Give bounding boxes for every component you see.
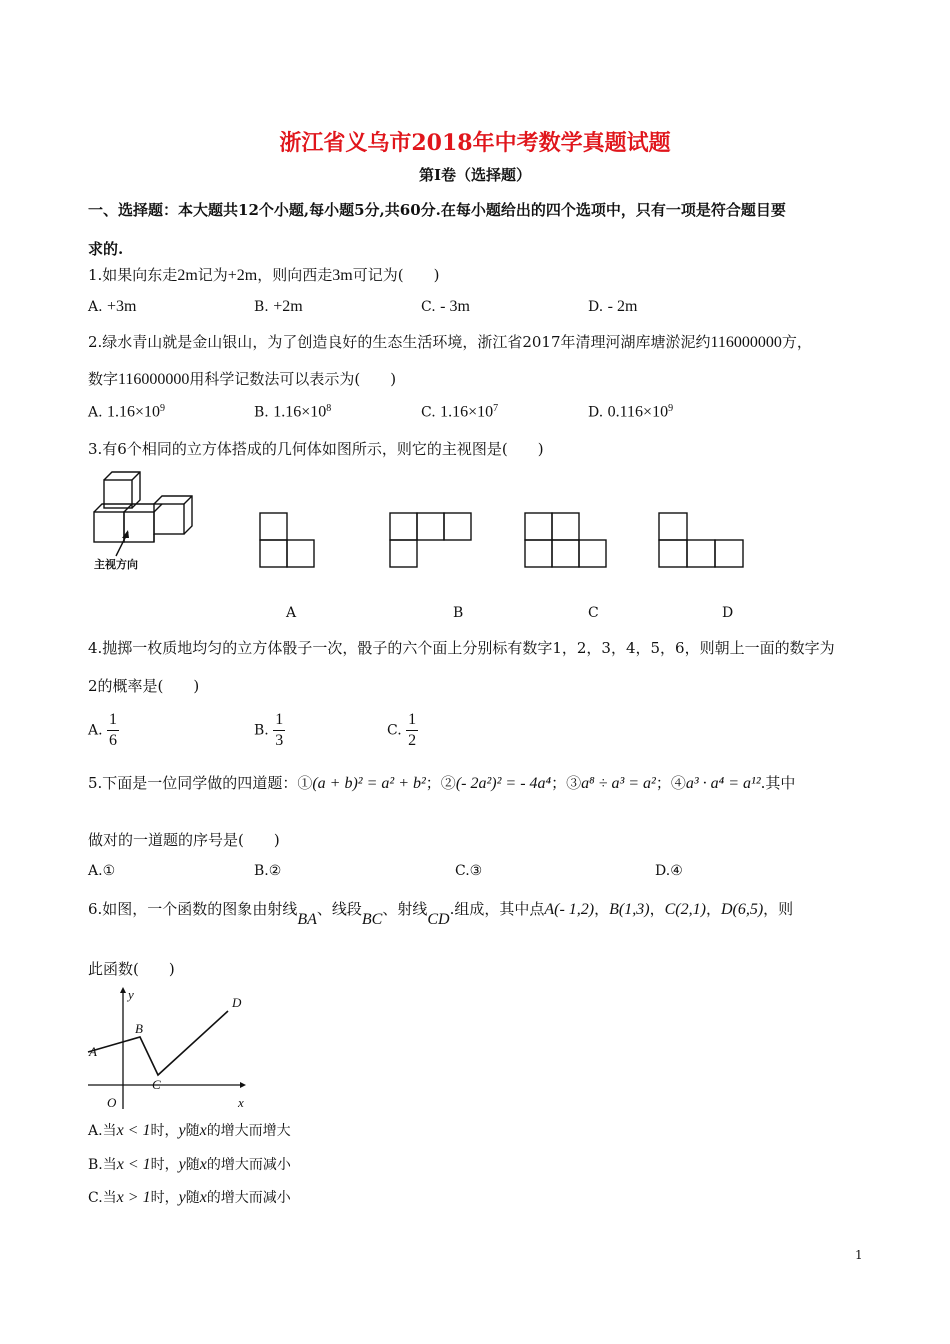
- question-5-line2: 做对的一道题的序号是( ): [88, 831, 280, 849]
- q6-ray-ba: BA: [297, 911, 317, 928]
- question-1: [88, 264, 439, 285]
- q5-expression-2: (- 2a²)² = - 4a⁴: [455, 775, 552, 792]
- q5-option-a[interactable]: A.①: [88, 863, 116, 879]
- q6-point-a: A(- 1,2): [544, 901, 595, 918]
- point-c-label: C: [152, 1077, 161, 1092]
- q6-option-b[interactable]: B.当x < 1时，y随x的增大而减小: [88, 1156, 291, 1173]
- q6-point-b: B(1,3): [609, 901, 650, 918]
- q3-option-c-figure[interactable]: [524, 512, 608, 568]
- q1-value-2: +2m: [227, 267, 258, 284]
- x-axis-arrow: [240, 1082, 246, 1088]
- page-title: 浙江省义乌市2018年中考数学真题试题: [279, 130, 671, 156]
- x-axis-label: x: [238, 1095, 244, 1110]
- q3-option-label-b: B: [453, 605, 464, 621]
- q3-option-label-d: D: [722, 605, 734, 621]
- q1-value-1: 2m: [177, 267, 198, 284]
- page-subtitle: 第Ⅰ卷（选择题）: [418, 166, 532, 184]
- q4-option-c[interactable]: C. $\frac{1}{2}$: [387, 711, 417, 749]
- y-axis-label: y: [128, 987, 134, 1002]
- q3-option-a-figure[interactable]: [259, 512, 317, 568]
- question-5-line1: 5.下面是一位同学做的四道题：①(a + b)² = a² + b²；②(- 2a²)² = - 4a⁴；③a⁸ ÷ a³ = a²；④a³ · a⁴ = a¹².其中: [88, 774, 796, 792]
- q1-text-post: 可记为( ): [352, 266, 440, 284]
- q2-option-d[interactable]: D. $0.116\times 10^9$: [588, 403, 674, 421]
- q1-option-d[interactable]: D. - 2m: [588, 298, 638, 315]
- q2-text-pre: 2.绿水青山就是金山银山，为了创造良好的生态生活环境，浙江省2017年清理河湖库塘淤泥约: [88, 333, 711, 351]
- q1-text-mid2: ，则向西走: [257, 266, 333, 284]
- section-header-line2: 求的.: [88, 240, 124, 258]
- question-6-line2: 此函数( ): [88, 960, 175, 978]
- q5-option-b[interactable]: B.②: [254, 863, 282, 879]
- q3-figure-caption: 主视方向: [94, 558, 138, 571]
- q3-option-label-c: C: [588, 605, 599, 621]
- question-3: 3.有6个相同的立方体搭成的几何体如图所示，则它的主视图是( ): [88, 440, 544, 458]
- point-a-label: A: [89, 1044, 97, 1059]
- q2-option-c[interactable]: C. $1.16\times 10^7$: [421, 403, 499, 421]
- q3-option-label-a: A: [286, 605, 297, 621]
- q2-number-2: 116000000: [118, 371, 190, 388]
- q2-option-a[interactable]: A. $1.16\times 10^9$: [88, 403, 166, 421]
- q6-segment-bc: BC: [361, 911, 383, 928]
- q1-value-3: 3m: [332, 267, 353, 284]
- q5-expression-4: a³ · a⁴ = a¹²: [685, 775, 761, 792]
- q5-option-d[interactable]: D.④: [655, 863, 683, 879]
- q2-text-post: 方，: [781, 333, 812, 351]
- question-4-line2: 2的概率是( ): [88, 677, 200, 695]
- q6-option-c[interactable]: C.当x > 1时，y随x的增大而减小: [88, 1189, 291, 1206]
- q6-option-a[interactable]: A.当x < 1时，y随x的增大而增大: [88, 1122, 291, 1139]
- q5-option-c[interactable]: C.③: [455, 863, 483, 879]
- point-d-label: D: [232, 995, 242, 1010]
- origin-label: O: [107, 1095, 117, 1110]
- q1-text-mid1: 记为: [197, 266, 228, 284]
- page-number: 1: [855, 1248, 863, 1262]
- q3-option-d-figure[interactable]: [658, 512, 744, 568]
- y-axis-arrow: [120, 987, 126, 993]
- question-2-line1: [88, 331, 812, 352]
- point-b-label: B: [135, 1021, 143, 1036]
- q6-point-c: C(2,1): [664, 901, 706, 918]
- question-2-line2: 数字116000000用科学记数法可以表示为( ): [88, 370, 397, 388]
- q5-expression-3: a⁸ ÷ a³ = a²: [581, 775, 656, 792]
- q1-option-a[interactable]: A. +3m: [88, 298, 137, 315]
- question-4-line1: 4.抛掷一枚质地均匀的立方体骰子一次，骰子的六个面上分别标有数字1，2，3，4，5，6，则朝上一面的数字为: [88, 639, 835, 657]
- q5-expression-1: (a + b)² = a² + b²: [312, 775, 426, 792]
- q4-option-b[interactable]: B. $\frac{1}{3}$: [254, 711, 284, 749]
- q4-option-a[interactable]: A. $\frac{1}{6}$: [88, 711, 118, 749]
- function-polyline: [88, 1011, 228, 1075]
- q6-point-d: D(6,5): [720, 901, 764, 918]
- q2-option-b[interactable]: B. $1.16\times 10^8$: [254, 403, 332, 421]
- question-6-line1: 6.如图，一个函数的图象由射线BA、线段BC、射线CD.组成，其中点A(- 1,2)，B(1,3)，C(2,1)，D(6,5)，则: [88, 900, 794, 928]
- q2-number: 116000000: [710, 334, 782, 351]
- q1-option-b[interactable]: B. +2m: [254, 298, 303, 315]
- q6-function-graph: [88, 985, 253, 1115]
- section-header-line1: 一、选择题：本大题共12个小题,每小题5分,共60分.在每小题给出的四个选项中，只有一项是符合题目要: [88, 201, 786, 219]
- q6-ray-cd: CD: [427, 911, 450, 928]
- q3-option-b-figure[interactable]: [389, 512, 473, 568]
- q1-option-c[interactable]: C. - 3m: [421, 298, 470, 315]
- q1-text-pre: 1.如果向东走: [88, 266, 178, 284]
